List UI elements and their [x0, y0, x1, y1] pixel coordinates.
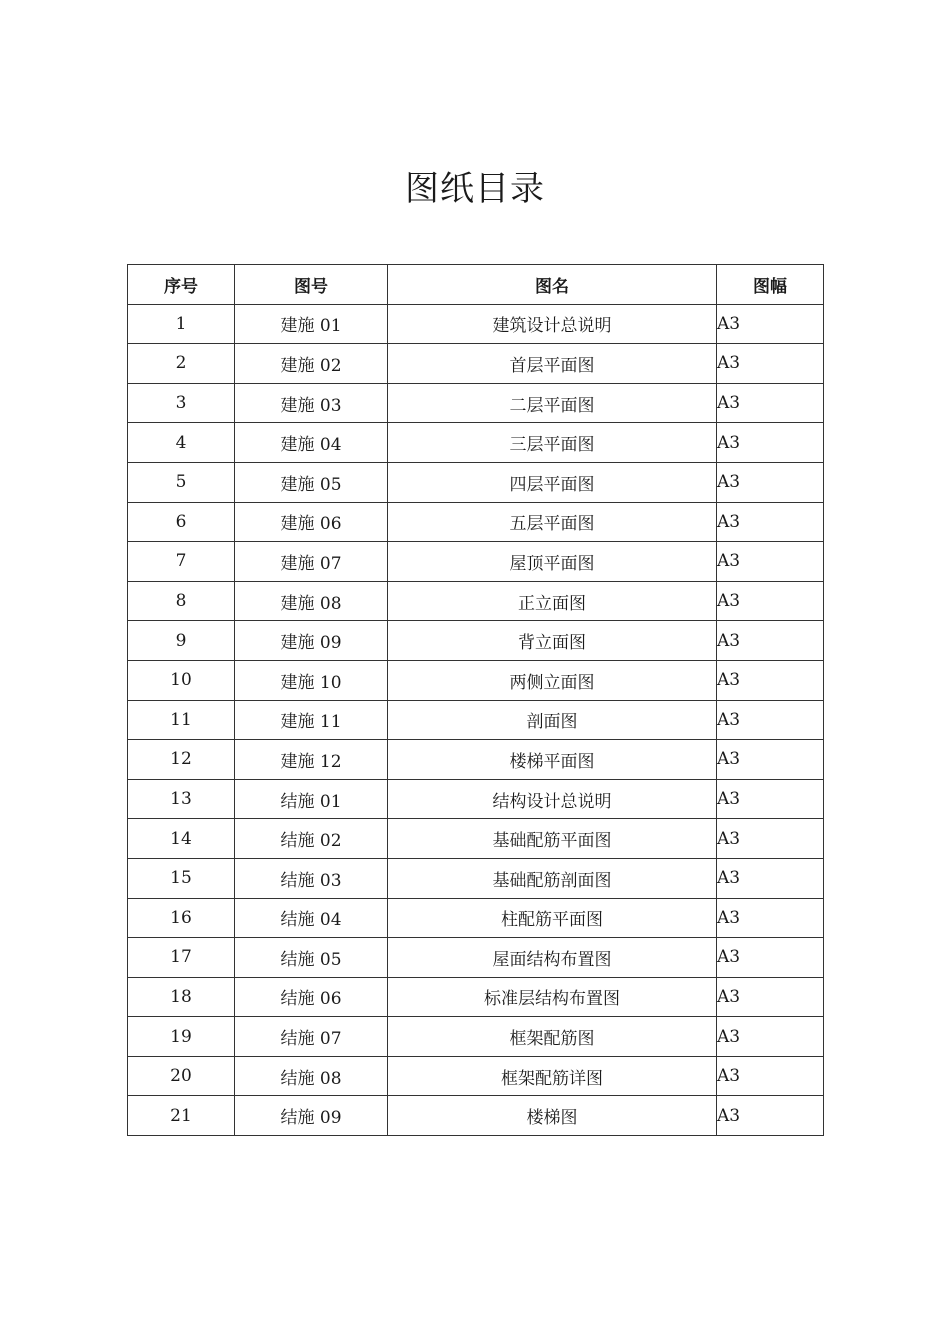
cell-drawing-name: 正立面图 — [388, 581, 717, 621]
cell-seq: 15 — [128, 858, 235, 898]
cell-drawing-name: 基础配筋剖面图 — [388, 858, 717, 898]
cell-drawing-name: 屋面结构布置图 — [388, 938, 717, 978]
cell-drawing-name: 标准层结构布置图 — [388, 977, 717, 1017]
cell-seq: 14 — [128, 819, 235, 859]
cell-drawing-name: 框架配筋详图 — [388, 1056, 717, 1096]
table-row — [128, 423, 824, 463]
cell-seq: 18 — [128, 977, 235, 1017]
table-row — [128, 898, 824, 938]
cell-drawing-name: 五层平面图 — [388, 502, 717, 542]
cell-drawing-name: 两侧立面图 — [388, 660, 717, 700]
cell-seq: 16 — [128, 898, 235, 938]
cell-sheet-size: A3 — [717, 502, 824, 542]
table-row — [128, 858, 824, 898]
cell-sheet-size: A3 — [717, 819, 824, 859]
header-drawing-no: 图号 — [235, 265, 388, 305]
cell-drawing-no: 建施 06 — [235, 502, 388, 542]
cell-drawing-name: 背立面图 — [388, 621, 717, 661]
table-row — [128, 977, 824, 1017]
cell-sheet-size: A3 — [717, 344, 824, 384]
header-sheet-size: 图幅 — [717, 265, 824, 305]
cell-drawing-no: 结施 02 — [235, 819, 388, 859]
cell-drawing-no: 建施 04 — [235, 423, 388, 463]
cell-drawing-no: 结施 05 — [235, 938, 388, 978]
table-body — [128, 304, 824, 1135]
drawing-index-table — [127, 264, 824, 1136]
cell-seq: 2 — [128, 344, 235, 384]
table-row — [128, 502, 824, 542]
cell-drawing-no: 结施 08 — [235, 1056, 388, 1096]
cell-sheet-size: A3 — [717, 1096, 824, 1136]
cell-drawing-no: 结施 04 — [235, 898, 388, 938]
cell-drawing-no: 建施 11 — [235, 700, 388, 740]
table-row — [128, 1017, 824, 1057]
cell-drawing-name: 屋顶平面图 — [388, 542, 717, 582]
cell-sheet-size: A3 — [717, 740, 824, 780]
table-row — [128, 621, 824, 661]
cell-drawing-no: 建施 08 — [235, 581, 388, 621]
cell-sheet-size: A3 — [717, 621, 824, 661]
cell-seq: 1 — [128, 304, 235, 344]
cell-drawing-name: 框架配筋图 — [388, 1017, 717, 1057]
cell-sheet-size: A3 — [717, 383, 824, 423]
cell-sheet-size: A3 — [717, 779, 824, 819]
cell-drawing-no: 建施 09 — [235, 621, 388, 661]
table-row — [128, 660, 824, 700]
table-row — [128, 542, 824, 582]
header-drawing-name: 图名 — [388, 265, 717, 305]
cell-drawing-no: 建施 07 — [235, 542, 388, 582]
cell-seq: 4 — [128, 423, 235, 463]
cell-sheet-size: A3 — [717, 700, 824, 740]
cell-sheet-size: A3 — [717, 423, 824, 463]
cell-drawing-name: 四层平面图 — [388, 462, 717, 502]
cell-drawing-name: 首层平面图 — [388, 344, 717, 384]
cell-seq: 21 — [128, 1096, 235, 1136]
cell-drawing-no: 建施 02 — [235, 344, 388, 384]
cell-sheet-size: A3 — [717, 1056, 824, 1096]
cell-drawing-no: 结施 09 — [235, 1096, 388, 1136]
cell-seq: 11 — [128, 700, 235, 740]
cell-drawing-name: 柱配筋平面图 — [388, 898, 717, 938]
cell-sheet-size: A3 — [717, 660, 824, 700]
cell-drawing-name: 二层平面图 — [388, 383, 717, 423]
cell-sheet-size: A3 — [717, 542, 824, 582]
cell-seq: 20 — [128, 1056, 235, 1096]
cell-drawing-no: 建施 12 — [235, 740, 388, 780]
cell-sheet-size: A3 — [717, 938, 824, 978]
cell-drawing-no: 建施 05 — [235, 462, 388, 502]
table-row — [128, 700, 824, 740]
cell-drawing-name: 三层平面图 — [388, 423, 717, 463]
table-row — [128, 740, 824, 780]
cell-seq: 10 — [128, 660, 235, 700]
table-row — [128, 1056, 824, 1096]
cell-sheet-size: A3 — [717, 462, 824, 502]
table-row — [128, 819, 824, 859]
cell-sheet-size: A3 — [717, 898, 824, 938]
cell-seq: 13 — [128, 779, 235, 819]
cell-seq: 12 — [128, 740, 235, 780]
cell-seq: 8 — [128, 581, 235, 621]
cell-sheet-size: A3 — [717, 977, 824, 1017]
cell-drawing-no: 结施 06 — [235, 977, 388, 1017]
cell-sheet-size: A3 — [717, 304, 824, 344]
cell-drawing-name: 楼梯图 — [388, 1096, 717, 1136]
cell-seq: 7 — [128, 542, 235, 582]
cell-drawing-no: 建施 01 — [235, 304, 388, 344]
cell-seq: 9 — [128, 621, 235, 661]
cell-sheet-size: A3 — [717, 1017, 824, 1057]
table-row — [128, 581, 824, 621]
cell-drawing-no: 建施 10 — [235, 660, 388, 700]
cell-drawing-name: 基础配筋平面图 — [388, 819, 717, 859]
table-header-row — [128, 265, 824, 305]
cell-drawing-name: 剖面图 — [388, 700, 717, 740]
cell-seq: 19 — [128, 1017, 235, 1057]
table-row — [128, 779, 824, 819]
cell-drawing-no: 结施 07 — [235, 1017, 388, 1057]
table-row — [128, 383, 824, 423]
table-row — [128, 304, 824, 344]
cell-drawing-name: 建筑设计总说明 — [388, 304, 717, 344]
table-row — [128, 1096, 824, 1136]
cell-sheet-size: A3 — [717, 858, 824, 898]
cell-drawing-no: 结施 03 — [235, 858, 388, 898]
cell-sheet-size: A3 — [717, 581, 824, 621]
table-row — [128, 344, 824, 384]
cell-drawing-no: 结施 01 — [235, 779, 388, 819]
table-row — [128, 462, 824, 502]
cell-drawing-name: 结构设计总说明 — [388, 779, 717, 819]
cell-seq: 17 — [128, 938, 235, 978]
cell-seq: 5 — [128, 462, 235, 502]
page-title: 图纸目录 — [405, 169, 545, 209]
cell-drawing-name: 楼梯平面图 — [388, 740, 717, 780]
cell-seq: 6 — [128, 502, 235, 542]
header-seq: 序号 — [128, 265, 235, 305]
cell-seq: 3 — [128, 383, 235, 423]
cell-drawing-no: 建施 03 — [235, 383, 388, 423]
table-row — [128, 938, 824, 978]
